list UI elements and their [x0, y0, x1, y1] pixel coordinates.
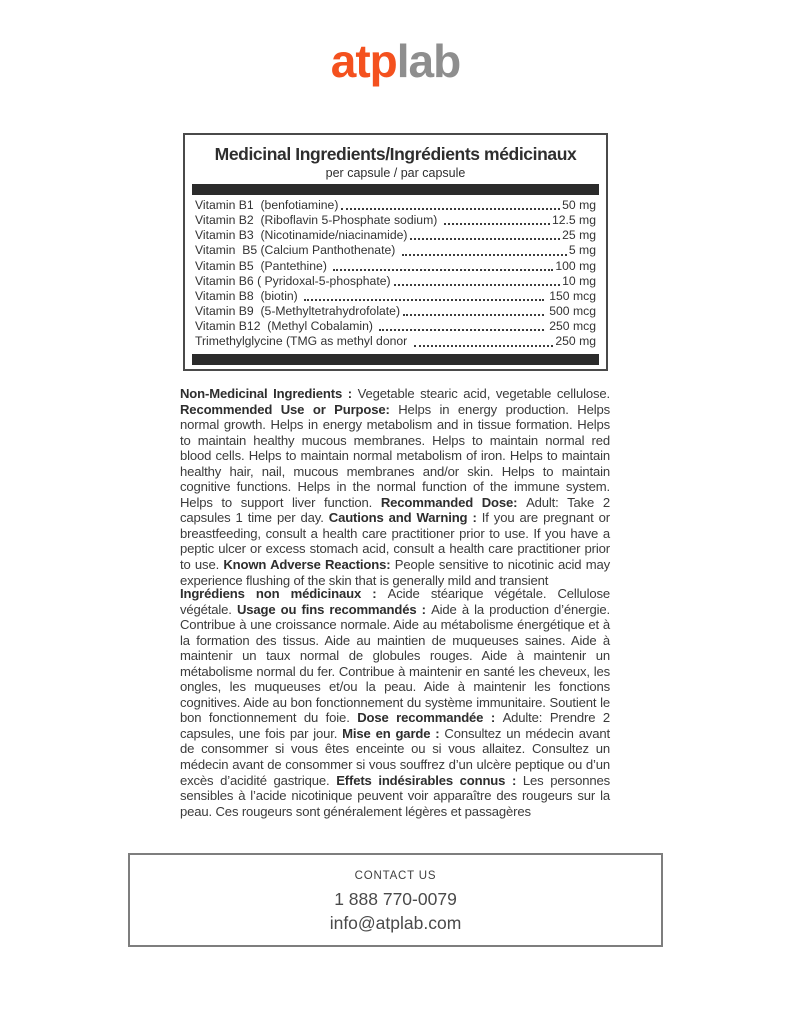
- dot-leader: [444, 223, 550, 225]
- ingredient-rows: [195, 198, 596, 350]
- dot-leader: [403, 314, 544, 316]
- dot-leader: [402, 254, 567, 256]
- ingredient-row: [195, 228, 596, 243]
- medicinal-ingredients-panel: [183, 133, 608, 371]
- ingredient-name: Vitamin B9 (5-Methyltetrahydrofolate): [195, 304, 401, 319]
- ingredient-name: Vitamin B5 (Calcium Panthothenate): [195, 243, 399, 258]
- atplab-logo: [0, 35, 791, 87]
- ingredient-amount: 500 mcg: [545, 304, 596, 319]
- ingredient-row: [195, 304, 596, 319]
- dot-leader: [414, 345, 554, 347]
- ingredient-name: Vitamin B5 (Pantethine): [195, 258, 331, 273]
- divider-bar-bottom: [192, 354, 599, 365]
- ingredient-row: [195, 289, 596, 304]
- divider-bar-top: [192, 184, 599, 195]
- ingredient-amount: 250 mcg: [545, 319, 596, 334]
- panel-subtitle: per capsule / par capsule: [325, 166, 466, 180]
- ingredient-name: Vitamin B1 (benfotiamine): [195, 198, 339, 212]
- ingredient-amount: 100 mg: [555, 258, 596, 273]
- dot-leader: [304, 299, 544, 301]
- ingredient-amount: 50 mg: [562, 198, 596, 212]
- contact-box: [128, 853, 663, 947]
- logo-atp-text: atp: [330, 35, 397, 87]
- ingredient-row: [195, 319, 596, 334]
- dot-leader: [379, 329, 544, 331]
- french-info-paragraph: Ingrédiens non médicinaux : Acide stéarique végétale. Cellulose végétale. Usage ou fins recommandés : Aide à la production d’énergie. Contribue à une croissance normale. Aide au métabolisme énergétique et à la formation des tissus. Aide au maintien de muqueuses saines. Aide à maintenir un taux normal de globules rouges. Aide à maintenir un métabolisme normal du fer. Contribue à maintenir en santé les cheveux, les ongles, les muqueuses et/ou la peau. Aide à maintenir les fonctions cognitives. Aide au bon fonctionnement du système immunitaire. Soutient le bon fonctionnement du foie. Dose recommandée : Adulte: Prendre 2 capsules, une fois par jour. Mise en garde : Consultez un médecin avant de consommer si vous êtes enceinte ou si vous allaitez. Consultez un médecin avant de consommer si vous souffrez d’un ulcère peptique ou d’un excès d’acidité gastrique. Effets indésirables connus : Les personnes sensibles à l’acide nicotinique peuvent voir apparaître des rougeurs sur la peau. Ces rougeurs sont généralement légères et passagères: [180, 586, 611, 819]
- ingredient-row: [195, 274, 596, 289]
- dot-leader: [394, 284, 561, 286]
- ingredient-name: Vitamin B12 (Methyl Cobalamin): [195, 319, 377, 334]
- dot-leader: [333, 269, 553, 271]
- ingredient-row: [195, 243, 596, 258]
- ingredient-amount: 10 mg: [562, 273, 596, 288]
- english-info-paragraph: Non-Medicinal Ingredients : Vegetable stearic acid, vegetable cellulose. Recommended Use or Purpose: Helps in energy production. Helps normal growth. Helps in energy metabolism and in tissue formation. Helps to maintain healthy mucous membranes. Helps to maintain normal red blood cells. Helps to maintain normal metabolism of iron. Helps to maintain healthy hair, nail, mucous membranes and/or skin. Helps to maintain cognitive functions. Helps in the normal function of the immune system. Helps to support liver function. Recommanded Dose: Adult: Take 2 capsules 1 time per day. Cautions and Warning : If you are pregnant or breastfeeding, consult a health care practitioner prior to use. If you have a peptic ulcer or excess stomach acid, consult a health care practitioner prior to use. Known Adverse Reactions: People sensitive to nicotinic acid may experience flushing of the skin that is generally mild and transient: [180, 386, 610, 588]
- ingredient-name: Vitamin B2 (Riboflavin 5-Phosphate sodium): [195, 213, 441, 228]
- ingredient-row: [195, 213, 596, 228]
- ingredient-amount: 25 mg: [562, 228, 596, 243]
- ingredient-amount: 150 mcg: [545, 288, 596, 303]
- panel-title: Medicinal Ingredients/Ingrédients médicinaux: [214, 144, 577, 164]
- ingredient-row: [195, 259, 596, 274]
- ingredient-row: [195, 198, 596, 213]
- ingredient-amount: 12.5 mg: [551, 213, 596, 228]
- ingredient-amount: 250 mg: [555, 334, 596, 349]
- contact-heading: CONTACT US: [354, 870, 437, 882]
- dot-leader: [341, 208, 560, 210]
- ingredient-name: Trimethylglycine (TMG as methyl donor: [195, 334, 411, 349]
- ingredient-name: Vitamin B6 ( Pyridoxal-5-phosphate): [195, 273, 391, 288]
- contact-phone: 1 888 770-0079: [334, 889, 457, 909]
- logo-lab-text: lab: [396, 35, 461, 87]
- ingredient-name: Vitamin B3 (Nicotinamide/niacinamide): [195, 228, 408, 243]
- ingredient-amount: 5 mg: [568, 243, 596, 258]
- contact-email: info@atplab.com: [329, 913, 462, 933]
- dot-leader: [410, 238, 560, 240]
- ingredient-name: Vitamin B8 (biotin): [195, 288, 302, 303]
- ingredient-row: [195, 334, 596, 349]
